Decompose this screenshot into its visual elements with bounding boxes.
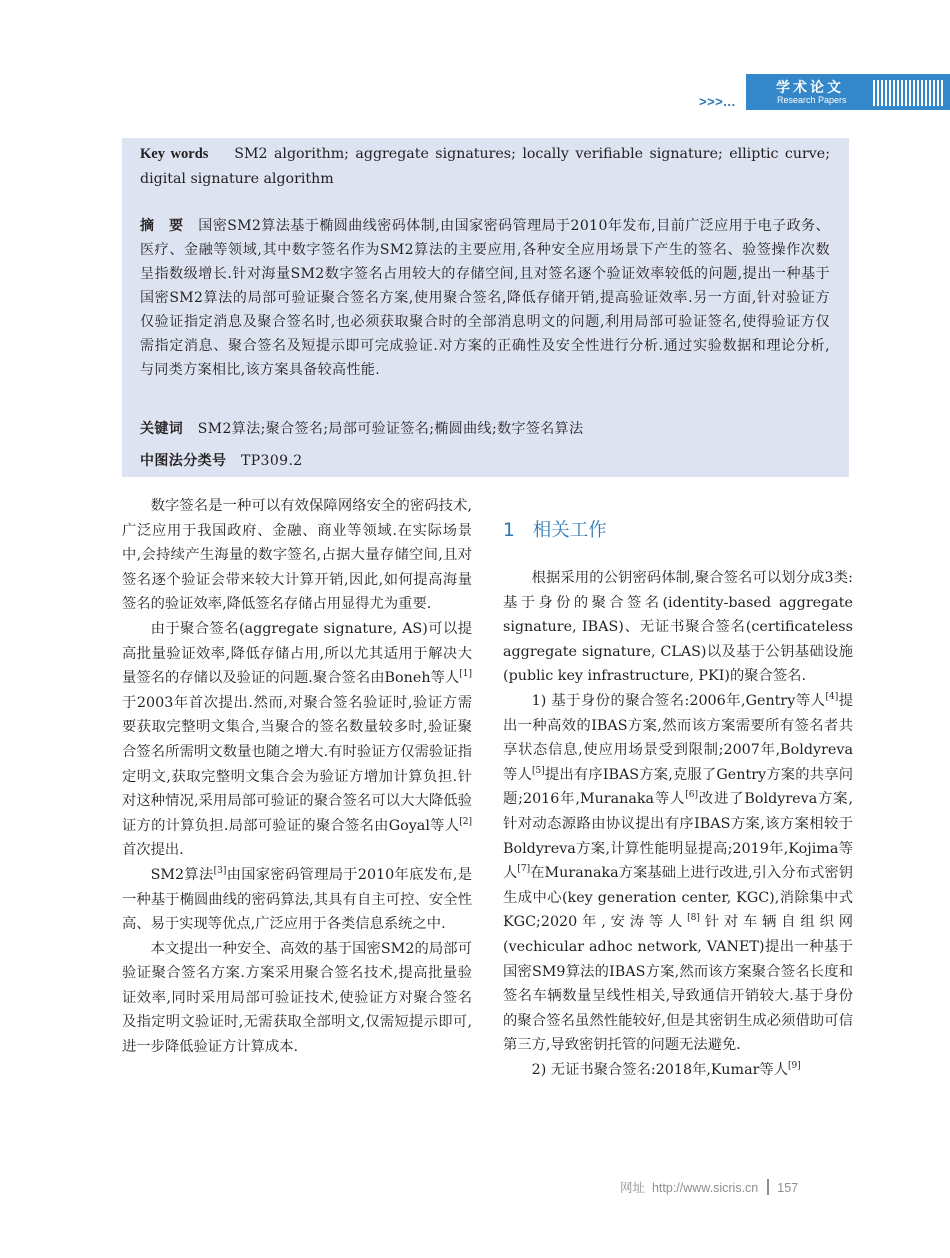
paragraph <box>122 617 472 863</box>
section-name-cn: 学术论文 <box>776 80 844 96</box>
paragraph-text: 针对车辆自组织网(vechicular adhoc network, VANET)提出一种基于国密SM9算法的IBAS方案,然而该方案聚合签名长度和签名车辆数量呈线性相关,导致通信开销较大.基于身份的聚合签名虽然性能较好,但是其密钥生成必须借助可信第三方,导致密钥托管的问题无法避免. <box>503 914 853 1054</box>
english-keywords-text: SM2 algorithm; aggregate signatures; locally verifiable signature; elliptic curve; digital signature algorithm <box>140 146 830 187</box>
chinese-keywords-label: 关键词 <box>140 421 184 437</box>
abstract-box <box>122 138 849 477</box>
citation: [1] <box>459 669 472 680</box>
paragraph-text: 提出一种高效的IBAS方案,然而该方案需要所有签名者共享状态信息,使应用场景受到限制;2007年,Boldyreva等人 <box>503 692 854 783</box>
paragraph <box>122 863 472 937</box>
paragraph-text: 2) 无证书聚合签名:2018年,Kumar等人 <box>531 1061 789 1078</box>
paragraph-text: 1) 基于身份的聚合签名:2006年,Gentry等人 <box>531 692 826 709</box>
paragraph-text: 由国家密码管理局于2010年底发布,是一种基于椭圆曲线的密码算法,其具有自主可控、安全性高、易于实现等优点,广泛应用于各类信息系统之中. <box>122 866 472 933</box>
section-title: 相关工作 <box>532 520 607 541</box>
paragraph: 数字签名是一种可以有效保障网络安全的密码技术,广泛应用于我国政府、金融、商业等领域.在实际场景中,会持续产生海量的数字签名,占据大量存储空间,且对签名逐个验证会带来较大计算开销,因此,如何提高海量签名的验证效率,降低签名存储占用显得尤为重要. <box>122 498 472 613</box>
paragraph-text: 由于聚合签名(aggregate signature, AS)可以提高批量验证效率,降低存储占用,所以尤其适用于解决大量签名的存储以及验证的问题.聚合签名由Boneh等人 <box>122 620 472 687</box>
footer-url-label: 网址 <box>620 1181 646 1195</box>
english-keywords-label: Key words <box>140 146 209 162</box>
paragraph-text: 在Muranaka方案基础上进行改进,引入分布式密钥生成中心(key generation center, KGC),消除集中式KGC;2020年,安涛等人 <box>503 865 853 931</box>
section-number: 1 <box>503 520 515 541</box>
abstract-label: 摘 要 <box>140 218 184 234</box>
paragraph: 根据采用的公钥密码体制,聚合签名可以划分成3类:基于身份的聚合签名(identity-based aggregate signature, IBAS)、无证书聚合签名(certificateless aggregate signature, CLAS)以及基于公钥基础设施(public key infrastructure, PKI)的聚合签名. <box>503 570 853 685</box>
english-keywords <box>140 142 830 191</box>
section-name-en: Research Papers <box>777 95 847 105</box>
page-number: 157 <box>777 1181 799 1195</box>
citation: [3] <box>213 865 227 876</box>
citation: [8] <box>687 913 700 924</box>
page-footer <box>620 1178 850 1196</box>
chinese-keywords-text: SM2算法;聚合签名;局部可验证签名;椭圆曲线;数字签名算法 <box>197 421 584 437</box>
abstract-text: 国密SM2算法基于椭圆曲线密码体制,由国家密码管理局于2010年发布,目前广泛应用于电子政务、医疗、金融等领域,其中数字签名作为SM2算法的主要应用,各种安全应用场景下产生的签名、验签操作次数呈指数级增长.针对海量SM2数字签名占用较大的存储空间,且对签名逐个验证效率较低的问题,提出一种基于国密SM2算法的局部可验证聚合签名方案,使用聚合签名,降低存储开销,提高验证效率.另一方面,针对验证方仅验证指定消息及聚合签名时,也必须获取聚合时的全部消息明文的问题,利用局部可验证签名,使得验证方仅需指定消息、聚合签名及短提示即可完成验证.对方案的正确性及安全性进行分析.通过实验数据和理论分析,与同类方案相比,该方案具备较高性能. <box>140 218 830 378</box>
citation: [6] <box>685 790 699 801</box>
body-right-column <box>503 494 853 1082</box>
citation: [7] <box>517 864 531 875</box>
paragraph-text: 首次提出. <box>122 842 184 859</box>
paragraph <box>503 689 853 1058</box>
paragraph: 本文提出一种安全、高效的基于国密SM2的局部可验证聚合签名方案.方案采用聚合签名技术,提高批量验证效率,同时采用局部可验证技术,使验证方对聚合签名及指定明文验证时,无需获取全部明文,仅需短提示即可,进一步降低验证方计算成本. <box>122 940 472 1056</box>
citation: [4] <box>825 691 839 702</box>
chinese-abstract <box>140 214 830 382</box>
footer-url[interactable]: http://www.sicris.cn <box>651 1181 759 1195</box>
header-stripes-decoration <box>873 80 943 106</box>
paragraph-text: 提出有序IBAS方案,克服了Gentry方案的共享问题;2016年,Muranaka等人 <box>503 766 854 808</box>
chinese-keywords <box>140 417 830 441</box>
classification-value: TP309.2 <box>240 453 303 469</box>
paragraph-text: SM2算法 <box>150 866 214 883</box>
section-heading <box>503 516 853 546</box>
classification-number <box>140 449 830 473</box>
citation: [2] <box>459 816 472 827</box>
body-left-column <box>122 494 472 1060</box>
footer-divider <box>767 1179 769 1195</box>
citation: [5] <box>531 765 545 776</box>
classification-label: 中图法分类号 <box>140 453 227 469</box>
header-arrows: >>>... <box>699 94 736 109</box>
paragraph-text: 于2003年首次提出.然而,对聚合签名验证时,验证方需要获取完整明文集合,当聚合的签名数量较多时,验证聚合签名所需明文数量也随之增大.有时验证方仅需验证指定明文,获取完整明文集合会为验证方增加计算负担.针对这种情况,采用局部可验证的聚合签名可以大大降低验证方的计算负担.局部可验证的聚合签名由Goyal等人 <box>122 694 472 834</box>
paragraph-text: 改进了Boldyreva方案,针对动态源路由协议提出有序IBAS方案,该方案相较于Boldyreva方案,计算性能明显提高;2019年,Kojima等人 <box>503 791 853 882</box>
paragraph <box>503 1058 853 1083</box>
citation: [9] <box>788 1060 801 1071</box>
